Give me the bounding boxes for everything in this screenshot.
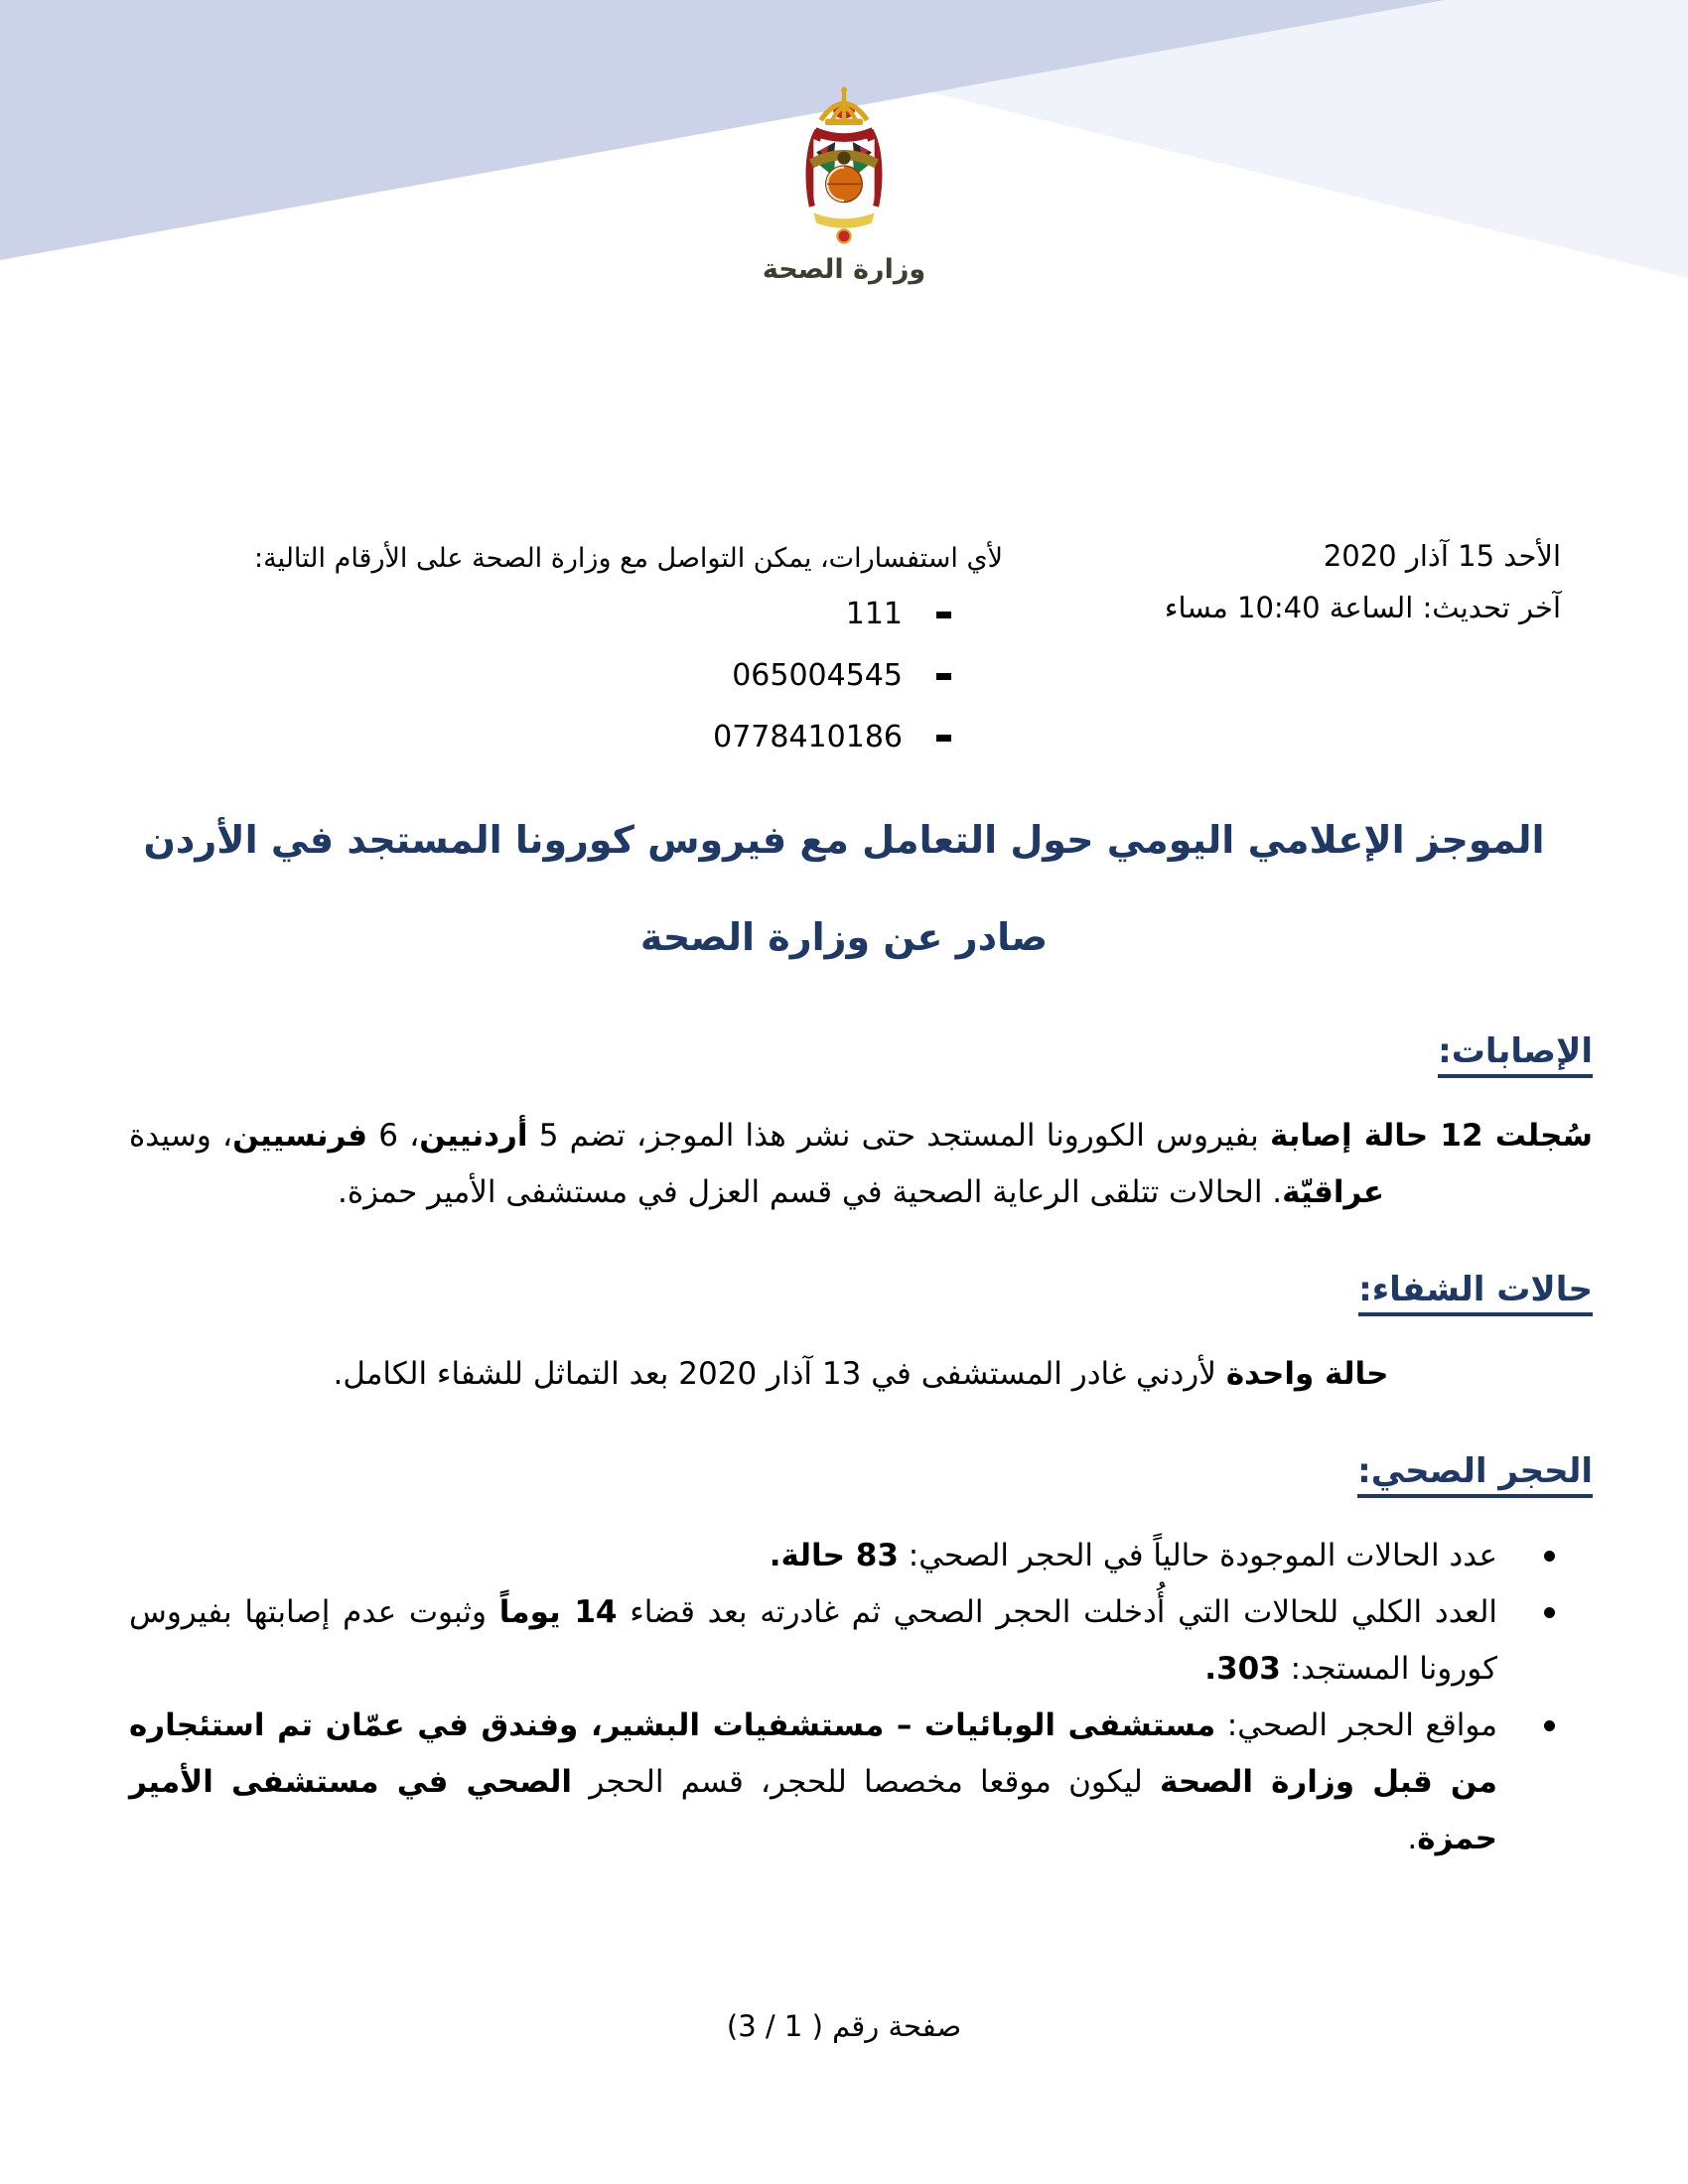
phone-row <box>288 721 951 754</box>
recoveries-heading: حالات الشفاء: <box>129 1265 1593 1314</box>
quarantine-item-count: عدد الحالات الموجودة حالياً في الحجر الصحي: 83 حالة. <box>129 1528 1593 1584</box>
quarantine-list <box>129 1528 1593 1867</box>
jordan-coat-of-arms-icon <box>766 85 922 252</box>
phone-list <box>288 598 1003 754</box>
quarantine-item-released: العدد الكلي للحالات التي أُدخلت الحجر الصحي ثم غادرته بعد قضاء 14 يوماً وثبوت عدم إصابتها بفيروس كورونا المستجد: 303. <box>129 1584 1593 1698</box>
ministry-name: وزارة الصحة <box>762 254 926 285</box>
phone-number: 065004545 <box>732 658 903 693</box>
infections-paragraph: سُجلت 12 حالة إصابة بفيروس الكورونا المستجد حتى نشر هذا الموجز، تضم 5 أردنيين، 6 فرنسيين، وسيدة عراقيّة. الحالات تتلقى الرعاية الصحية في قسم العزل في مستشفى الأمير حمزة. <box>129 1118 1593 1210</box>
quarantine-heading: الحجر الصحي: <box>129 1446 1593 1496</box>
quarantine-item-locations: مواقع الحجر الصحي: مستشفى الوبائيات – مستشفيات البشير، وفندق في عمّان تم استئجاره من قبل وزارة الصحة ليكون موقعا مخصصا للحجر، قسم الحجر الصحي في مستشفى الأمير حمزة. <box>129 1698 1593 1867</box>
last-updated-line: آخر تحديث: الساعة 10:40 مساء <box>1164 591 1561 624</box>
phone-row <box>288 598 951 631</box>
title-line-1: الموجز الإعلامي اليومي حول التعامل مع فيروس كورونا المستجد في الأردن <box>143 818 1545 862</box>
infections-heading: الإصابات: <box>129 1026 1593 1076</box>
dash-bullet-icon <box>936 612 951 618</box>
dash-bullet-icon <box>936 673 951 680</box>
phone-row <box>288 659 951 693</box>
dash-bullet-icon <box>936 735 951 742</box>
phone-number: 111 <box>845 597 903 631</box>
contact-block <box>253 536 1003 782</box>
contact-intro: لأي استفسارات، يمكن التواصل مع وزارة الصحة على الأرقام التالية: <box>253 543 1003 574</box>
title-line-2: صادر عن وزارة الصحة <box>639 915 1049 959</box>
document-title <box>99 814 1589 963</box>
page-number: صفحة رقم ( 1 / 3) <box>726 2009 962 2043</box>
document-body <box>129 1026 1593 1867</box>
date-line: الأحد 15 آذار 2020 <box>1323 539 1561 573</box>
phone-number: 0778410186 <box>713 720 903 754</box>
recoveries-paragraph: حالة واحدة لأردني غادر المستشفى في 13 آذار 2020 بعد التماثل للشفاء الكامل. <box>333 1356 1389 1392</box>
logo-block <box>0 85 1688 285</box>
date-block <box>1165 530 1561 633</box>
